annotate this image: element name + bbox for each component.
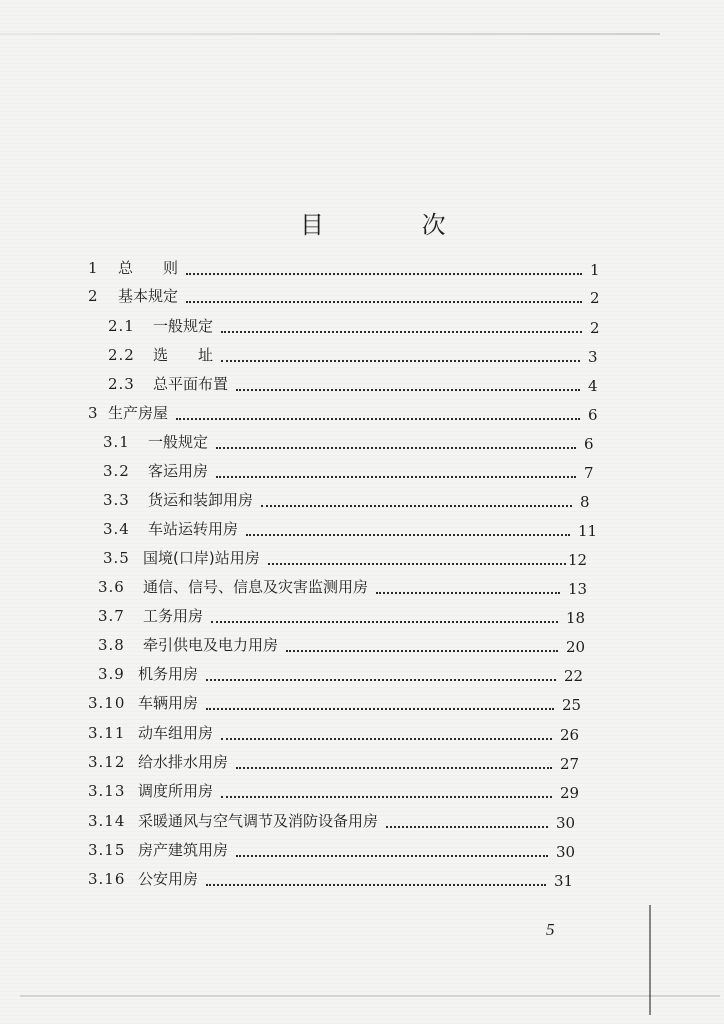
toc-entry-page: 29 <box>560 784 580 802</box>
toc-title: 目 次 <box>300 211 491 239</box>
toc-entry-number: 3.12 <box>88 753 126 771</box>
toc-entry-number: 1 <box>88 259 99 277</box>
toc-entry-number: 3.3 <box>103 491 130 509</box>
toc-entry-title: 货运和装卸用房 <box>148 491 254 509</box>
toc-entry-title: 国境(口岸)站用房 <box>143 549 260 567</box>
toc-entry-title: 车站运转用房 <box>148 520 239 538</box>
toc-entry-page: 6 <box>584 435 594 453</box>
toc-leader-dots <box>236 757 552 769</box>
toc-entry-number: 3.2 <box>103 462 130 480</box>
toc-leader-dots <box>261 495 572 507</box>
toc-entry-title: 动车组用房 <box>138 724 214 742</box>
toc-entry-page: 2 <box>590 319 600 337</box>
toc-entry-number: 2.2 <box>108 346 135 364</box>
toc-entry[interactable] <box>0 633 700 657</box>
toc-leader-dots <box>206 669 556 681</box>
toc-entry-page: 6 <box>588 406 598 424</box>
toc-leader-dots <box>221 728 552 740</box>
toc-entry[interactable] <box>0 372 700 396</box>
toc-entry-title: 选 址 <box>153 346 214 364</box>
toc-entry-number: 3.4 <box>103 520 130 538</box>
toc-leader-dots <box>236 379 580 391</box>
toc-entry-number: 3.10 <box>88 694 126 712</box>
toc-entry[interactable] <box>0 284 700 308</box>
toc-entry-number: 3.1 <box>103 433 130 451</box>
toc-leader-dots <box>221 321 582 333</box>
toc-entry-page: 18 <box>566 609 586 627</box>
toc-entry[interactable] <box>0 838 700 862</box>
toc-entry[interactable] <box>0 401 700 425</box>
toc-leader-dots <box>268 553 566 565</box>
toc-leader-dots <box>186 291 582 303</box>
toc-entry-number: 3.13 <box>88 782 126 800</box>
toc-leader-dots <box>246 524 570 536</box>
top-scan-edge <box>0 33 660 35</box>
toc-entry-title: 给水排水用房 <box>138 753 229 771</box>
toc-entry-page: 26 <box>560 726 580 744</box>
toc-entry-page: 3 <box>588 348 598 366</box>
toc-entry-title: 公安用房 <box>138 870 199 888</box>
toc-entry-page: 8 <box>580 493 590 511</box>
toc-entry-number: 3.11 <box>88 724 126 742</box>
toc-entry-title: 房产建筑用房 <box>138 841 229 859</box>
toc-leader-dots <box>186 263 582 275</box>
toc-entry-title: 客运用房 <box>148 462 209 480</box>
toc-entry[interactable] <box>0 517 700 541</box>
toc-entry-number: 2 <box>88 287 99 305</box>
toc-leader-dots <box>176 408 580 420</box>
toc-entry-title: 总平面布置 <box>153 375 229 393</box>
page-number: 5 <box>546 920 555 939</box>
toc-leader-dots <box>386 816 548 828</box>
toc-entry[interactable] <box>0 575 700 599</box>
toc-entry-title: 调度所用房 <box>138 782 214 800</box>
toc-entry[interactable] <box>0 721 700 745</box>
toc-entry-page: 12 <box>568 551 588 569</box>
toc-entry-title: 总 则 <box>118 259 179 277</box>
toc-entry-page: 22 <box>564 667 584 685</box>
toc-entry-page: 2 <box>590 289 600 307</box>
toc-entry-page: 30 <box>556 814 576 832</box>
toc-entry-title: 工务用房 <box>143 607 204 625</box>
toc-entry-title: 车辆用房 <box>138 694 199 712</box>
toc-entry[interactable] <box>0 343 700 367</box>
toc-entry[interactable] <box>0 314 700 338</box>
toc-entry-page: 13 <box>568 580 588 598</box>
toc-entry-page: 11 <box>578 522 598 540</box>
toc-entry-title: 通信、信号、信息及灾害监测用房 <box>143 578 369 596</box>
toc-entry-page: 1 <box>590 261 600 279</box>
toc-entry[interactable] <box>0 662 700 686</box>
toc-entry-number: 3.16 <box>88 870 126 888</box>
toc-entry[interactable] <box>0 546 700 570</box>
toc-entry-title: 采暖通风与空气调节及消防设备用房 <box>138 812 379 830</box>
toc-leader-dots <box>216 466 576 478</box>
toc-entry-page: 30 <box>556 843 576 861</box>
toc-entry-title: 机务用房 <box>138 665 199 683</box>
toc-entry-page: 4 <box>588 377 598 395</box>
toc-entry-page: 27 <box>560 755 580 773</box>
toc-entry[interactable] <box>0 691 700 715</box>
toc-entry-number: 2.1 <box>108 317 135 335</box>
toc-entry-number: 3.15 <box>88 841 126 859</box>
toc-entry-title: 一般规定 <box>148 433 209 451</box>
toc-entry-number: 2.3 <box>108 375 135 393</box>
toc-entry[interactable] <box>0 256 700 280</box>
toc-leader-dots <box>236 845 548 857</box>
toc-entry-number: 3.8 <box>98 636 125 654</box>
toc-leader-dots <box>206 874 546 886</box>
toc-entry-number: 3.9 <box>98 665 125 683</box>
toc-entry-number: 3.6 <box>98 578 125 596</box>
toc-entry[interactable] <box>0 604 700 628</box>
toc-entry-title: 生产房屋 <box>108 404 169 422</box>
toc-entry-title: 一般规定 <box>153 317 214 335</box>
toc-leader-dots <box>221 786 552 798</box>
toc-leader-dots <box>286 640 558 652</box>
toc-entry-page: 20 <box>566 638 586 656</box>
toc-entry[interactable] <box>0 488 700 512</box>
toc-leader-dots <box>376 582 560 594</box>
toc-entry-page: 31 <box>554 872 574 890</box>
toc-leader-dots <box>206 698 554 710</box>
toc-entry-number: 3.5 <box>103 549 130 567</box>
toc-entry-number: 3.14 <box>88 812 126 830</box>
bottom-scan-edge <box>20 995 720 997</box>
toc-entry[interactable] <box>0 809 700 833</box>
toc-entry[interactable] <box>0 430 700 454</box>
toc-entry[interactable] <box>0 779 700 803</box>
toc-entry-title: 基本规定 <box>118 287 179 305</box>
toc-entry-number: 3 <box>88 404 99 422</box>
toc-entry-page: 7 <box>584 464 594 482</box>
toc-entry-title: 牵引供电及电力用房 <box>143 636 279 654</box>
toc-entry[interactable] <box>0 750 700 774</box>
toc-leader-dots <box>211 611 558 623</box>
toc-entry[interactable] <box>0 867 700 891</box>
toc-entry-number: 3.7 <box>98 607 125 625</box>
toc-entry[interactable] <box>0 459 700 483</box>
toc-entry-page: 25 <box>562 696 582 714</box>
toc-leader-dots <box>216 437 576 449</box>
toc-leader-dots <box>221 350 580 362</box>
binding-edge <box>649 905 651 1015</box>
